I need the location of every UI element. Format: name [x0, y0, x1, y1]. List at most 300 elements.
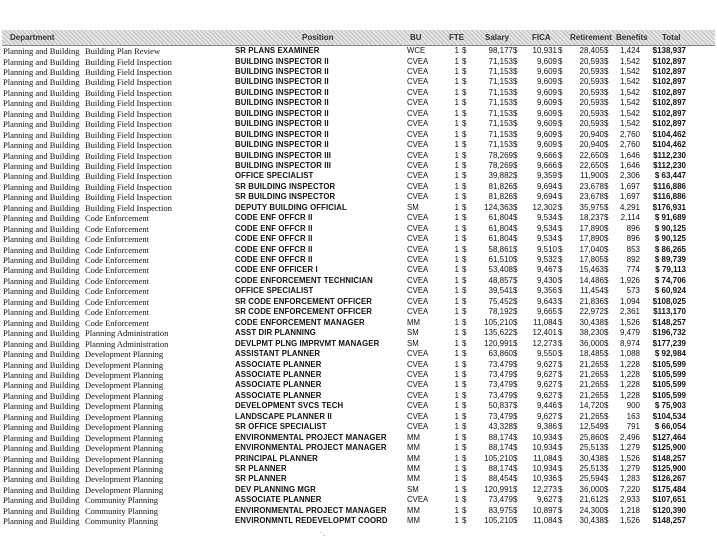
- dollar-sign-benefits: $: [604, 516, 609, 526]
- cell-total: $105,599: [652, 369, 686, 379]
- dollar-sign-retirement: $: [558, 265, 563, 275]
- dollar-sign-retirement: $: [558, 66, 563, 76]
- cell-department: Planning and Building: [3, 338, 80, 349]
- cell-retirement: 36,000: [579, 338, 604, 348]
- dollar-sign-retirement: $: [558, 411, 563, 421]
- cell-benefits: 2,760: [619, 140, 640, 150]
- dollar-sign-retirement: $: [558, 255, 563, 264]
- dollar-sign-retirement: $: [558, 98, 563, 108]
- cell-total: $104,462: [652, 129, 686, 139]
- cell-salary: 73,479: [488, 390, 513, 400]
- dollar-sign-retirement: $: [558, 505, 563, 515]
- cell-retirement: 23,678: [579, 192, 604, 202]
- table-row: [0, 192, 717, 202]
- cell-division: Building Field Inspection: [85, 77, 172, 88]
- dollar-sign-fica: $: [513, 390, 518, 400]
- cell-department: Planning and Building: [3, 171, 80, 182]
- cell-division: Code Enforcement: [85, 244, 149, 255]
- cell-retirement: 11,900: [580, 171, 604, 181]
- dollar-sign-retirement: $: [558, 140, 563, 150]
- cell-fica: 9,609: [536, 98, 557, 108]
- cell-position: ASST DIR PLANNING: [235, 328, 316, 338]
- cell-total: $102,897: [652, 66, 686, 76]
- cell-bargaining-unit: CVEA: [407, 255, 429, 264]
- cell-salary: 81,826: [488, 181, 513, 191]
- header-fte: FTE: [449, 33, 465, 42]
- dollar-sign-benefits: $: [604, 495, 609, 505]
- cell-total: $ 90,125: [654, 223, 686, 233]
- cell-total: $105,599: [652, 380, 686, 390]
- cell-benefits: 791: [626, 422, 640, 432]
- cell-bargaining-unit: CVEA: [407, 223, 429, 233]
- cell-fica: 9,467: [536, 265, 557, 275]
- cell-bargaining-unit: CVEA: [407, 244, 429, 254]
- dollar-sign-fica: $: [513, 150, 518, 160]
- cell-total: $ 89,739: [654, 255, 686, 264]
- cell-salary: 58,861: [488, 244, 513, 254]
- cell-position: ENVIRONMNTL REDEVELOPMT COORD: [235, 516, 388, 526]
- dollar-sign-fica: $: [513, 160, 518, 170]
- cell-bargaining-unit: CVEA: [407, 119, 429, 129]
- dollar-sign-benefits: $: [604, 307, 609, 317]
- table-row: [0, 328, 717, 338]
- dollar-sign-benefits: $: [604, 401, 609, 411]
- cell-fica: 12,401: [532, 328, 557, 338]
- cell-fte: 1: [454, 119, 459, 129]
- cell-salary: 53,408: [488, 265, 513, 275]
- cell-fte: 1: [454, 380, 459, 390]
- cell-department: Planning and Building: [3, 202, 80, 213]
- cell-position: DEV PLANNING MGR: [235, 484, 316, 494]
- cell-bargaining-unit: CVEA: [407, 369, 429, 379]
- cell-bargaining-unit: CVEA: [407, 160, 429, 170]
- table-header: [2, 30, 715, 46]
- dollar-sign-retirement: $: [558, 181, 563, 191]
- dollar-sign-fica: $: [513, 443, 518, 453]
- cell-fte: 1: [454, 98, 459, 108]
- table-row: [0, 224, 717, 234]
- cell-salary: 71,153: [488, 87, 513, 97]
- dollar-sign-salary: $: [462, 275, 467, 285]
- cell-fica: 9,627: [536, 380, 557, 390]
- dollar-sign-salary: $: [462, 98, 467, 108]
- cell-benefits: 1,526: [619, 516, 640, 526]
- cell-benefits: 1,542: [619, 108, 640, 118]
- cell-retirement: 21,612: [579, 495, 604, 505]
- cell-total: $ 75,903: [654, 401, 686, 411]
- cell-fte: 1: [454, 317, 459, 327]
- cell-position: SR CODE ENFORCEMENT OFFICER: [235, 307, 372, 317]
- header-department: Department: [10, 33, 55, 42]
- cell-retirement: 18,237: [579, 213, 604, 223]
- dollar-sign-retirement: $: [558, 349, 563, 358]
- cell-total: $127,464: [652, 432, 686, 442]
- dollar-sign-salary: $: [462, 56, 467, 66]
- cell-division: Building Field Inspection: [85, 129, 172, 140]
- dollar-sign-salary: $: [462, 66, 467, 76]
- dollar-sign-salary: $: [462, 516, 467, 526]
- cell-benefits: 1,542: [619, 56, 640, 66]
- cell-total: $105,599: [652, 359, 686, 369]
- dollar-sign-retirement: $: [558, 46, 563, 55]
- cell-salary: 88,174: [488, 443, 513, 453]
- cell-fica: 9,609: [536, 108, 557, 118]
- cell-total: $177,239: [652, 338, 686, 348]
- dollar-sign-benefits: $: [604, 223, 609, 233]
- cell-fte: 1: [454, 181, 459, 191]
- cell-fte: 1: [454, 77, 459, 87]
- cell-bargaining-unit: CVEA: [407, 129, 429, 139]
- dollar-sign-retirement: $: [558, 202, 563, 212]
- cell-total: $102,897: [652, 98, 686, 108]
- cell-salary: 39,541: [488, 286, 513, 296]
- dollar-sign-salary: $: [462, 108, 467, 118]
- cell-position: SR BUILDING INSPECTOR: [235, 192, 336, 202]
- cell-salary: 78,269: [488, 150, 513, 160]
- cell-fte: 1: [454, 453, 459, 463]
- dollar-sign-benefits: $: [604, 77, 609, 87]
- dollar-sign-fica: $: [513, 244, 518, 254]
- cell-bargaining-unit: MM: [407, 474, 420, 484]
- cell-bargaining-unit: MM: [407, 432, 420, 442]
- cell-bargaining-unit: CVEA: [407, 56, 429, 66]
- cell-department: Planning and Building: [3, 255, 80, 265]
- cell-retirement: 22,650: [579, 150, 604, 160]
- cell-benefits: 1,218: [619, 505, 640, 515]
- table-row: [0, 109, 717, 119]
- dollar-sign-retirement: $: [558, 317, 563, 327]
- cell-total: $176,931: [652, 202, 686, 212]
- cell-total: $112,230: [653, 150, 686, 160]
- cell-salary: 73,479: [488, 359, 513, 369]
- cell-fte: 1: [454, 432, 459, 442]
- cell-position: CODE ENFORCEMENT TECHNICIAN: [235, 275, 373, 285]
- cell-fica: 9,643: [536, 296, 557, 306]
- cell-salary: 105,210: [484, 317, 513, 327]
- cell-salary: 61,510: [488, 255, 513, 264]
- dollar-sign-retirement: $: [558, 108, 563, 118]
- cell-total: $ 90,125: [654, 234, 686, 244]
- cell-fte: 1: [454, 56, 459, 66]
- cell-bargaining-unit: CVEA: [407, 495, 429, 505]
- cell-fica: 9,510: [536, 244, 557, 254]
- cell-department: Planning and Building: [3, 505, 80, 516]
- dollar-sign-fica: $: [513, 46, 518, 55]
- dollar-sign-fica: $: [513, 223, 518, 233]
- table-row: [0, 88, 717, 98]
- cell-fica: 10,934: [532, 443, 557, 453]
- cell-bargaining-unit: CVEA: [407, 171, 429, 181]
- cell-department: Planning and Building: [3, 275, 80, 286]
- table-row: [0, 286, 717, 296]
- dollar-sign-fica: $: [513, 484, 518, 494]
- cell-position: ASSISTANT PLANNER: [235, 349, 321, 358]
- cell-total: $138,937: [652, 46, 686, 55]
- cell-bargaining-unit: CVEA: [407, 401, 429, 411]
- dollar-sign-retirement: $: [558, 369, 563, 379]
- cell-fte: 1: [454, 338, 459, 348]
- dollar-sign-benefits: $: [604, 338, 609, 348]
- cell-retirement: 20,593: [579, 87, 604, 97]
- dollar-sign-benefits: $: [604, 464, 609, 473]
- cell-retirement: 23,678: [579, 181, 604, 191]
- table-row: [0, 474, 717, 484]
- cell-department: Planning and Building: [3, 140, 80, 151]
- cell-fica: 12,302: [532, 202, 557, 212]
- dollar-sign-retirement: $: [558, 160, 563, 170]
- cell-fica: 10,934: [532, 464, 557, 473]
- cell-total: $148,257: [652, 516, 686, 526]
- cell-fte: 1: [454, 213, 459, 223]
- dollar-sign-salary: $: [462, 202, 467, 212]
- dollar-sign-retirement: $: [558, 328, 563, 338]
- cell-position: DEVLPMT PLNG IMPRVMT MANAGER: [235, 338, 380, 348]
- cell-benefits: 2,361: [619, 307, 640, 317]
- cell-department: Planning and Building: [3, 192, 80, 203]
- table-row: [0, 516, 717, 526]
- cell-division: Building Field Inspection: [85, 66, 172, 77]
- dollar-sign-fica: $: [513, 401, 518, 411]
- cell-retirement: 25,513: [579, 464, 604, 473]
- cell-total: $112,230: [653, 160, 686, 170]
- dollar-sign-salary: $: [462, 171, 467, 181]
- dollar-sign-retirement: $: [558, 192, 563, 202]
- table-row: [0, 454, 717, 464]
- dollar-sign-fica: $: [513, 56, 518, 66]
- dollar-sign-benefits: $: [604, 66, 609, 76]
- dollar-sign-salary: $: [462, 255, 467, 264]
- cell-department: Planning and Building: [3, 265, 80, 276]
- table-row: [0, 67, 717, 77]
- cell-bargaining-unit: MM: [407, 317, 420, 327]
- cell-bargaining-unit: CVEA: [407, 307, 429, 317]
- dollar-sign-benefits: $: [604, 140, 609, 150]
- cell-fte: 1: [454, 160, 459, 170]
- cell-salary: 88,174: [488, 432, 513, 442]
- dollar-sign-fica: $: [513, 129, 518, 139]
- cell-position: CODE ENF OFFCR II: [235, 234, 313, 244]
- dollar-sign-benefits: $: [604, 411, 609, 421]
- cell-retirement: 30,438: [579, 317, 604, 327]
- header-fica: FICA: [532, 33, 551, 42]
- dollar-sign-salary: $: [462, 87, 467, 97]
- cell-benefits: 1,228: [619, 359, 640, 369]
- cell-bargaining-unit: CVEA: [407, 265, 429, 275]
- dollar-sign-salary: $: [462, 369, 467, 379]
- cell-bargaining-unit: CVEA: [407, 108, 429, 118]
- dollar-sign-benefits: $: [604, 46, 609, 55]
- cell-fte: 1: [454, 443, 459, 453]
- cell-fte: 1: [454, 171, 459, 181]
- cell-benefits: 1,094: [619, 296, 640, 306]
- cell-fica: 10,936: [532, 474, 557, 484]
- cell-bargaining-unit: CVEA: [407, 192, 429, 202]
- cell-salary: 39,882: [488, 171, 513, 181]
- cell-division: Code Enforcement: [85, 307, 149, 318]
- dollar-sign-retirement: $: [558, 453, 563, 463]
- cell-bargaining-unit: MM: [407, 505, 420, 515]
- cell-retirement: 20,593: [579, 119, 604, 129]
- cell-department: Planning and Building: [3, 108, 80, 119]
- cell-retirement: 25,594: [579, 474, 604, 484]
- cell-division: Development Planning: [85, 453, 164, 464]
- cell-position: BUILDING INSPECTOR II: [235, 77, 329, 87]
- cell-benefits: 2,114: [620, 213, 640, 223]
- cell-department: Planning and Building: [3, 46, 80, 56]
- dollar-sign-fica: $: [513, 98, 518, 108]
- cell-total: $ 92,984: [654, 349, 686, 358]
- dollar-sign-salary: $: [462, 160, 467, 170]
- cell-fica: 9,666: [536, 150, 557, 160]
- cell-department: Planning and Building: [3, 516, 80, 527]
- cell-total: $104,462: [652, 140, 686, 150]
- cell-bargaining-unit: CVEA: [407, 286, 429, 296]
- cell-bargaining-unit: CVEA: [407, 349, 429, 358]
- cell-salary: 98,177: [488, 46, 513, 55]
- cell-fica: 9,359: [536, 171, 557, 181]
- dollar-sign-fica: $: [513, 369, 518, 379]
- cell-division: Code Enforcement: [85, 255, 149, 265]
- cell-department: Planning and Building: [3, 380, 80, 391]
- cell-retirement: 17,890: [579, 234, 604, 244]
- table-row: [0, 318, 717, 328]
- dollar-sign-fica: $: [513, 505, 518, 515]
- dollar-sign-benefits: $: [604, 255, 609, 264]
- cell-benefits: 1,646: [619, 150, 640, 160]
- cell-fte: 1: [454, 150, 459, 160]
- dollar-sign-retirement: $: [558, 464, 563, 473]
- cell-fica: 9,609: [536, 140, 557, 150]
- cell-fte: 1: [454, 87, 459, 97]
- cell-benefits: 853: [626, 244, 640, 254]
- cell-fica: 9,665: [536, 307, 557, 317]
- table-row: [0, 119, 717, 129]
- cell-division: Development Planning: [85, 422, 164, 433]
- cell-benefits: 2,933: [619, 495, 640, 505]
- cell-total: $102,897: [652, 119, 686, 129]
- cell-bargaining-unit: SM: [407, 484, 419, 494]
- cell-benefits: 1,424: [619, 46, 640, 55]
- cell-bargaining-unit: CVEA: [407, 275, 429, 285]
- cell-fica: 11,084: [533, 516, 557, 526]
- cell-salary: 81,826: [488, 192, 513, 202]
- cell-bargaining-unit: WCE: [407, 46, 426, 55]
- cell-benefits: 1,228: [619, 380, 640, 390]
- cell-department: Planning and Building: [3, 150, 80, 161]
- cell-position: PRINCIPAL PLANNER: [235, 453, 318, 463]
- dollar-sign-benefits: $: [604, 150, 609, 160]
- cell-fica: 9,386: [536, 422, 557, 432]
- cell-fte: 1: [454, 223, 459, 233]
- cell-position: SR OFFICE SPECIALIST: [235, 422, 327, 432]
- header-salary: Salary: [485, 33, 510, 42]
- dollar-sign-fica: $: [513, 338, 518, 348]
- cell-division: Building Field Inspection: [85, 56, 172, 67]
- cell-fte: 1: [454, 129, 459, 139]
- dollar-sign-benefits: $: [604, 349, 609, 358]
- table-row: [0, 485, 717, 495]
- dollar-sign-retirement: $: [558, 422, 563, 432]
- dollar-sign-salary: $: [462, 192, 467, 202]
- cell-fica: 9,356: [536, 286, 557, 296]
- cell-salary: 50,837: [488, 401, 513, 411]
- cell-benefits: 892: [626, 255, 640, 264]
- cell-division: Building Field Inspection: [85, 87, 172, 98]
- dollar-sign-fica: $: [513, 119, 518, 129]
- cell-retirement: 20,593: [579, 77, 604, 87]
- cell-benefits: 4,291: [619, 202, 640, 212]
- dollar-sign-salary: $: [462, 296, 467, 306]
- cell-position: SR BUILDING INSPECTOR: [235, 181, 336, 191]
- dollar-sign-salary: $: [462, 150, 467, 160]
- dollar-sign-fica: $: [513, 422, 518, 432]
- dollar-sign-salary: $: [462, 390, 467, 400]
- cell-division: Building Field Inspection: [85, 192, 172, 203]
- cell-benefits: 1,646: [619, 160, 640, 170]
- table-row: [0, 276, 717, 286]
- cell-retirement: 35,975: [579, 202, 604, 212]
- cell-total: $107,651: [652, 495, 686, 505]
- table-row: [0, 161, 717, 171]
- cell-division: Building Field Inspection: [85, 160, 172, 171]
- cell-retirement: 21,836: [579, 296, 604, 306]
- cell-retirement: 22,650: [579, 160, 604, 170]
- cell-benefits: 1,088: [619, 349, 640, 358]
- dollar-sign-fica: $: [513, 275, 518, 285]
- cell-total: $113,170: [653, 307, 686, 317]
- cell-fte: 1: [454, 108, 459, 118]
- dollar-sign-fica: $: [513, 265, 518, 275]
- cell-department: Planning and Building: [3, 181, 80, 192]
- dollar-sign-benefits: $: [604, 474, 609, 484]
- dollar-sign-salary: $: [462, 505, 467, 515]
- cell-fte: 1: [454, 307, 459, 317]
- dollar-sign-benefits: $: [604, 359, 609, 369]
- cell-retirement: 17,890: [579, 223, 604, 233]
- dollar-sign-fica: $: [513, 202, 518, 212]
- cell-division: Code Enforcement: [85, 317, 149, 328]
- cell-division: Building Plan Review: [85, 46, 161, 56]
- dollar-sign-benefits: $: [604, 171, 609, 181]
- cell-fte: 1: [454, 286, 459, 296]
- cell-fte: 1: [454, 422, 459, 432]
- cell-fica: 9,532: [536, 255, 557, 264]
- cell-fica: 11,084: [533, 453, 557, 463]
- cell-division: Development Planning: [85, 411, 164, 422]
- cell-department: Planning and Building: [3, 87, 80, 98]
- dollar-sign-fica: $: [513, 192, 518, 202]
- cell-position: BUILDING INSPECTOR II: [235, 98, 329, 108]
- cell-salary: 43,328: [488, 422, 513, 432]
- cell-position: BUILDING INSPECTOR II: [235, 87, 329, 97]
- cell-total: $102,897: [652, 87, 686, 97]
- dollar-sign-salary: $: [462, 213, 467, 223]
- cell-department: Planning and Building: [3, 359, 80, 370]
- cell-position: ASSOCIATE PLANNER: [235, 495, 322, 505]
- cell-salary: 73,479: [488, 411, 513, 421]
- cell-total: $102,897: [652, 77, 686, 87]
- cell-fica: 9,446: [536, 401, 557, 411]
- cell-position: SR PLANNER: [235, 464, 287, 473]
- cell-total: $116,886: [653, 192, 686, 202]
- dollar-sign-benefits: $: [604, 296, 609, 306]
- cell-position: BUILDING INSPECTOR II: [235, 129, 329, 139]
- cell-retirement: 24,300: [579, 505, 604, 515]
- cell-position: SR PLANS EXAMINER: [235, 46, 320, 55]
- cell-salary: 71,153: [488, 66, 513, 76]
- table-row: [0, 391, 717, 401]
- dollar-sign-benefits: $: [604, 87, 609, 97]
